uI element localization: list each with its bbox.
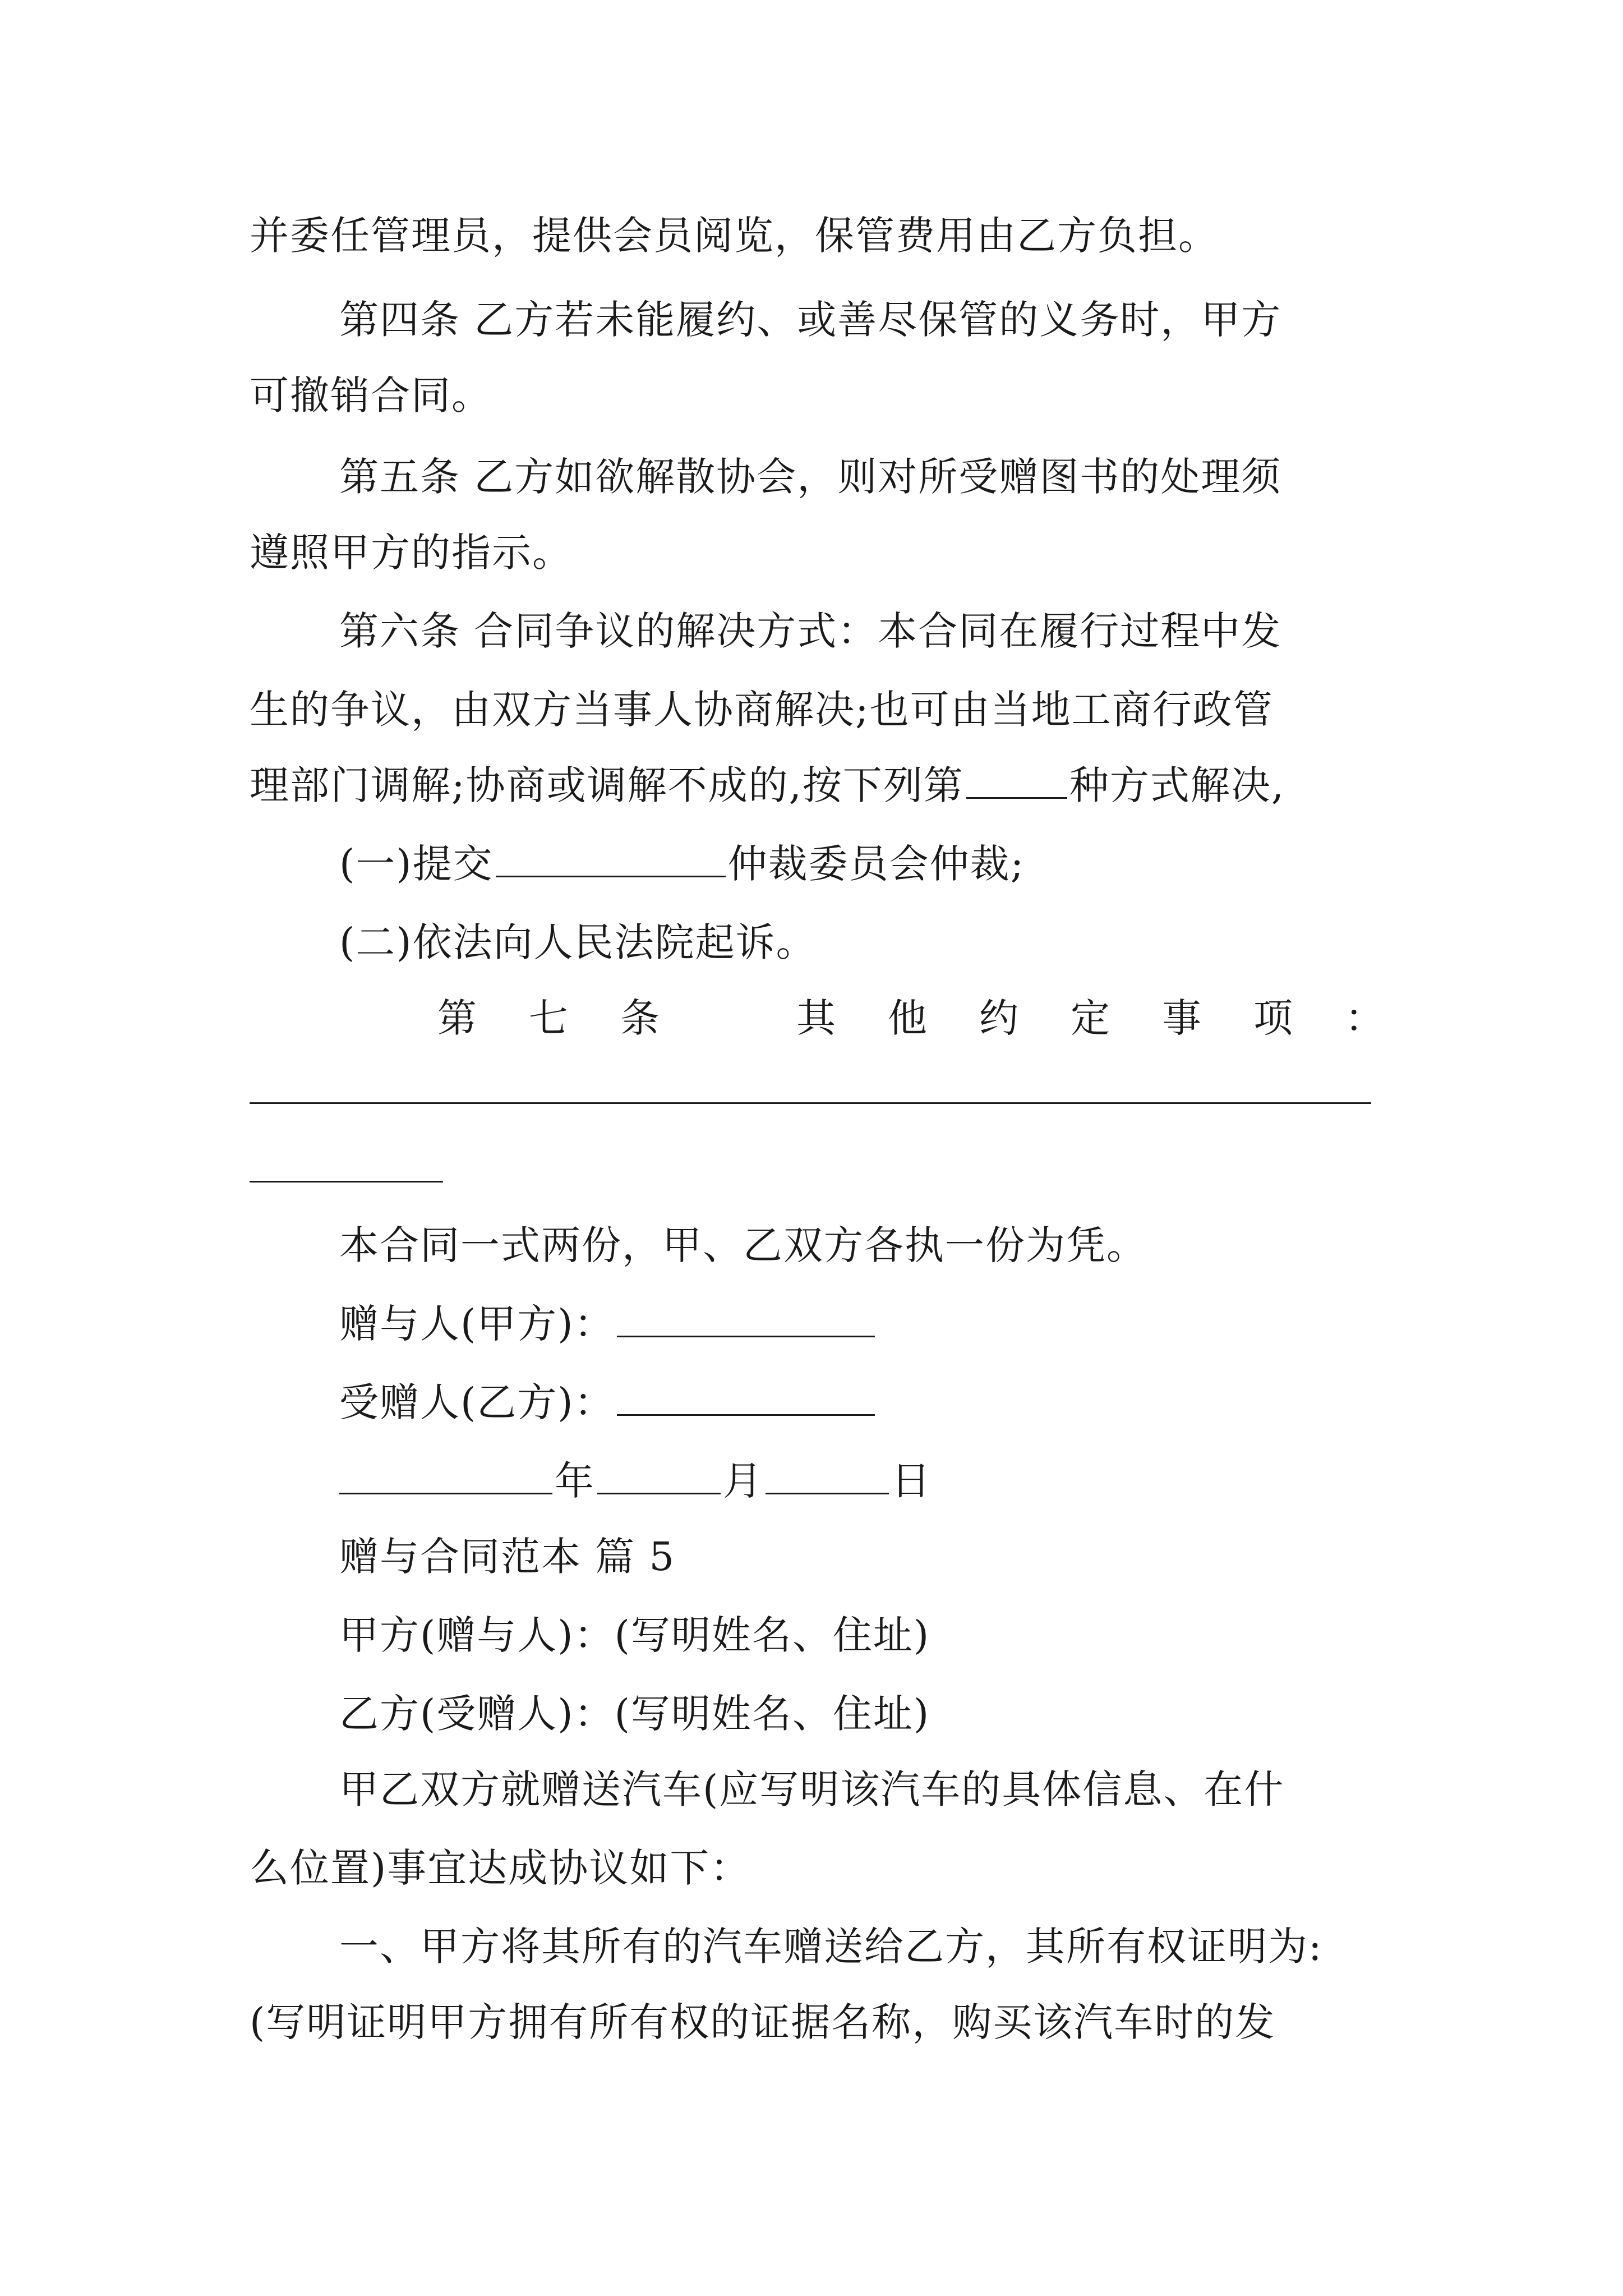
section-title: 赠与合同范本 篇 5 xyxy=(339,1534,676,1580)
article-4: 第四条 乙方若未能履约、或善尽保管的义务时，甲方 xyxy=(339,297,1282,343)
text-segment: 日 xyxy=(891,1458,932,1504)
article-6: 第六条 合同争议的解决方式：本合同在履行过程中发 xyxy=(339,608,1282,654)
article-7-heading xyxy=(437,990,1385,1046)
text-segment: (一)提交 xyxy=(339,841,494,887)
text-segment: 仲裁委员会仲裁; xyxy=(727,841,1025,887)
blank-long-line xyxy=(250,1102,1371,1104)
party-b: 乙方(受赠人)：(写明姓名、住址) xyxy=(339,1691,930,1737)
heading-char: 其 xyxy=(796,995,837,1041)
heading-gap xyxy=(712,990,745,1046)
heading-char: 定 xyxy=(1071,995,1111,1041)
heading-char: 事 xyxy=(1162,995,1202,1041)
heading-char: 第 xyxy=(437,995,478,1041)
date-line xyxy=(339,1453,932,1509)
heading-char: ： xyxy=(1345,995,1385,1041)
heading-char: 他 xyxy=(888,995,928,1041)
text-segment: 年 xyxy=(555,1458,595,1504)
option-one xyxy=(339,836,1025,892)
option-two: (二)依法向人民法院起诉。 xyxy=(339,919,817,965)
text-line: 么位置)事宜达成协议如下： xyxy=(250,1845,751,1891)
party-a: 甲方(赠与人)：(写明姓名、住址) xyxy=(339,1612,930,1658)
article-5: 第五条 乙方如欲解散协会，则对所受赠图书的处理须 xyxy=(339,454,1282,500)
text-segment: 赠与人(甲方)： xyxy=(339,1301,615,1347)
blank-day xyxy=(766,1458,889,1494)
heading-char: 项 xyxy=(1253,995,1294,1041)
donor-signature-line xyxy=(339,1296,877,1352)
donee-signature-line xyxy=(339,1374,877,1430)
text-line: 遵照甲方的指示。 xyxy=(250,530,573,576)
text-line: (写明证明甲方拥有所有权的证据名称，购买该汽车时的发 xyxy=(250,1999,1276,2045)
text-segment: 种方式解决, xyxy=(1069,762,1285,808)
heading-char: 七 xyxy=(529,995,569,1041)
blank-choice-number xyxy=(966,762,1067,799)
clause-one: 一、甲方将其所有的汽车赠送给乙方，其所有权证明为: xyxy=(339,1924,1323,1970)
text-line: 可撤销合同。 xyxy=(250,372,492,418)
text-line: 并委任管理员，提供会员阅览，保管费用由乙方负担。 xyxy=(250,213,1219,259)
text-line: 生的争议，由双方当事人协商解决;也可由当地工商行政管 xyxy=(250,687,1274,733)
blank-donor xyxy=(617,1301,875,1337)
text-line-with-blank xyxy=(250,757,1285,813)
heading-char: 约 xyxy=(979,995,1020,1041)
blank-donee xyxy=(617,1379,875,1416)
blank-arbitration-committee xyxy=(496,841,726,877)
text-segment: 受赠人(乙方)： xyxy=(339,1379,615,1425)
blank-year xyxy=(339,1458,552,1494)
blank-short-line xyxy=(250,1181,443,1182)
copies-statement: 本合同一式两份，甲、乙双方各执一份为凭。 xyxy=(339,1222,1147,1268)
text-segment: 月 xyxy=(723,1458,763,1504)
text-line: 甲乙双方就赠送汽车(应写明该汽车的具体信息、在什 xyxy=(339,1766,1285,1812)
heading-char: 条 xyxy=(620,995,661,1041)
blank-month xyxy=(597,1458,721,1494)
text-segment: 理部门调解;协商或调解不成的,按下列第 xyxy=(250,762,964,808)
